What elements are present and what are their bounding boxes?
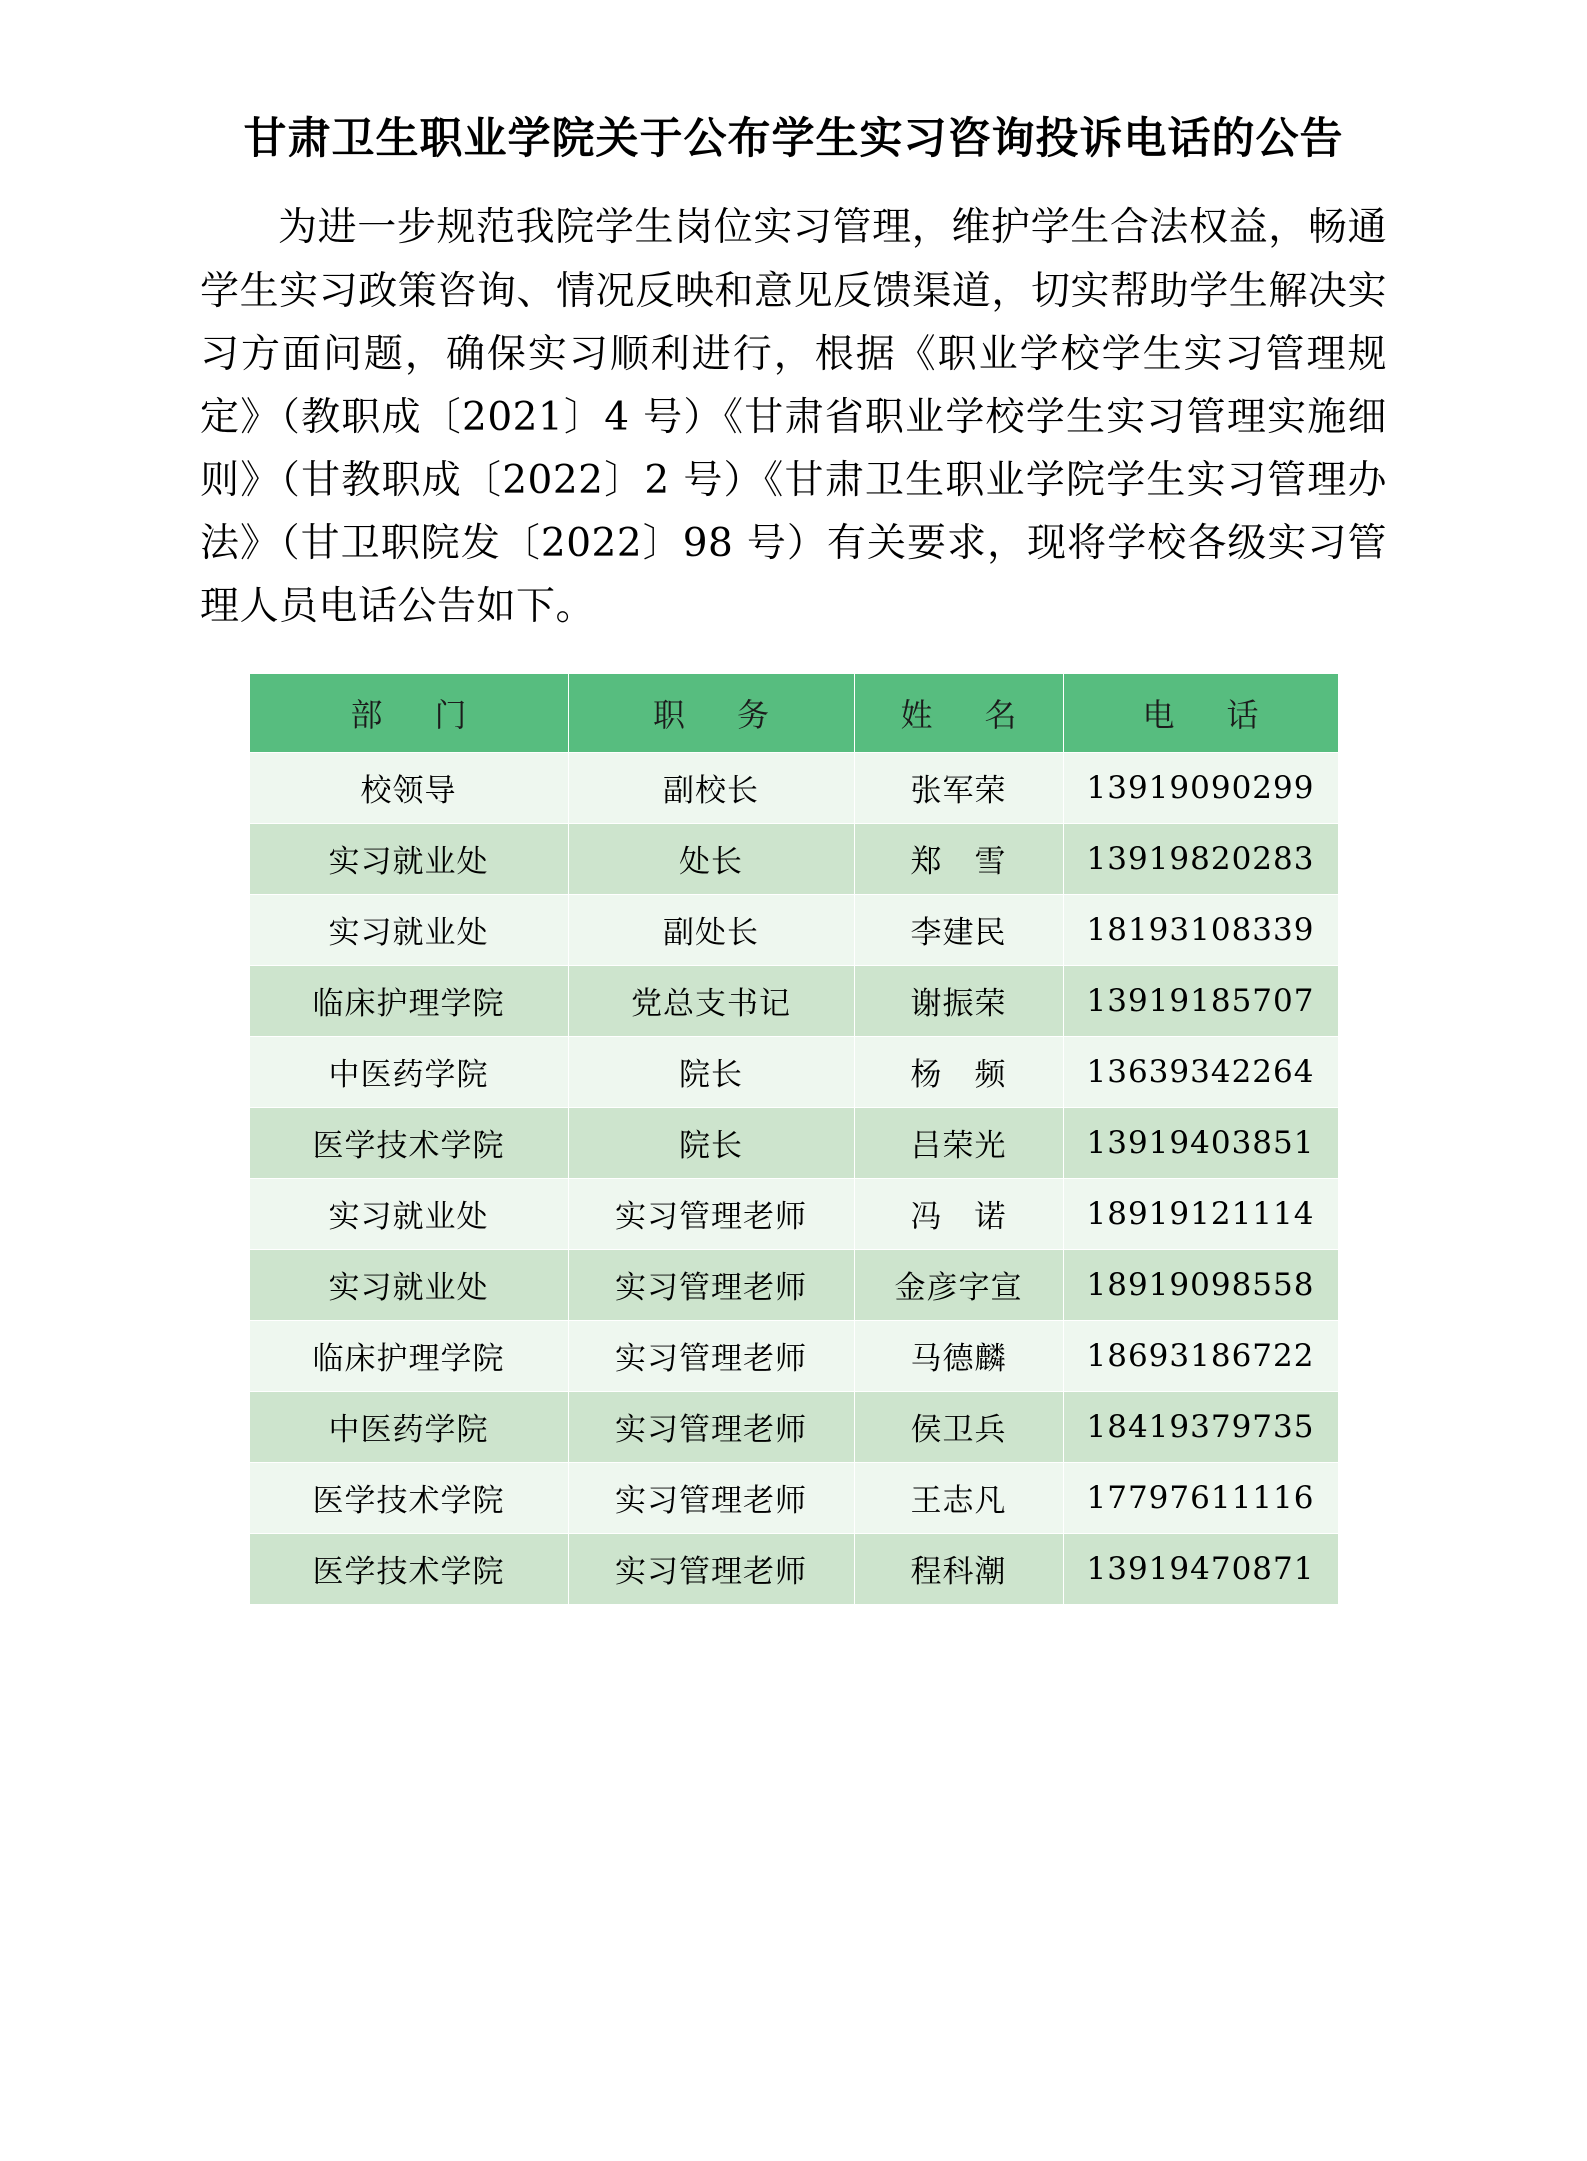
cell-phone: 13919090299 [1063, 752, 1338, 823]
column-header-department: 部 门 [249, 673, 568, 752]
cell-position: 处长 [568, 823, 854, 894]
table-row [249, 894, 1338, 965]
table-row [249, 965, 1338, 1036]
cell-name: 冯 诺 [854, 1178, 1063, 1249]
table-body [249, 752, 1338, 1604]
table-row [249, 1391, 1338, 1462]
table-row [249, 1107, 1338, 1178]
cell-position: 院长 [568, 1036, 854, 1107]
cell-phone: 18919098558 [1063, 1249, 1338, 1320]
cell-department: 实习就业处 [249, 823, 568, 894]
cell-name: 侯卫兵 [854, 1391, 1063, 1462]
table-row [249, 1462, 1338, 1533]
cell-phone: 18419379735 [1063, 1391, 1338, 1462]
cell-phone: 13919470871 [1063, 1533, 1338, 1604]
table-header-row [249, 673, 1338, 752]
column-header-position: 职 务 [568, 673, 854, 752]
table-row [249, 752, 1338, 823]
cell-department: 临床护理学院 [249, 1320, 568, 1391]
cell-name: 金彦字宣 [854, 1249, 1063, 1320]
cell-position: 实习管理老师 [568, 1178, 854, 1249]
cell-name: 马德麟 [854, 1320, 1063, 1391]
cell-name: 郑 雪 [854, 823, 1063, 894]
cell-department: 临床护理学院 [249, 965, 568, 1036]
cell-phone: 18193108339 [1063, 894, 1338, 965]
table-header [249, 673, 1338, 752]
table-row [249, 1320, 1338, 1391]
cell-department: 医学技术学院 [249, 1107, 568, 1178]
table-row [249, 1249, 1338, 1320]
column-header-phone: 电 话 [1063, 673, 1338, 752]
cell-position: 副校长 [568, 752, 854, 823]
cell-position: 实习管理老师 [568, 1320, 854, 1391]
column-header-name: 姓 名 [854, 673, 1063, 752]
cell-phone: 13919185707 [1063, 965, 1338, 1036]
cell-name: 吕荣光 [854, 1107, 1063, 1178]
cell-phone: 13919403851 [1063, 1107, 1338, 1178]
cell-department: 医学技术学院 [249, 1533, 568, 1604]
cell-phone: 13639342264 [1063, 1036, 1338, 1107]
cell-department: 中医药学院 [249, 1391, 568, 1462]
cell-department: 中医药学院 [249, 1036, 568, 1107]
table-row [249, 823, 1338, 894]
cell-name: 程科潮 [854, 1533, 1063, 1604]
cell-phone: 18693186722 [1063, 1320, 1338, 1391]
cell-name: 王志凡 [854, 1462, 1063, 1533]
cell-department: 医学技术学院 [249, 1462, 568, 1533]
cell-position: 党总支书记 [568, 965, 854, 1036]
contact-table [249, 673, 1339, 1605]
cell-position: 实习管理老师 [568, 1249, 854, 1320]
cell-phone: 18919121114 [1063, 1178, 1338, 1249]
cell-name: 杨 频 [854, 1036, 1063, 1107]
cell-department: 实习就业处 [249, 1178, 568, 1249]
cell-department: 实习就业处 [249, 894, 568, 965]
cell-position: 实习管理老师 [568, 1391, 854, 1462]
cell-name: 谢振荣 [854, 965, 1063, 1036]
cell-phone: 17797611116 [1063, 1462, 1338, 1533]
cell-phone: 13919820283 [1063, 823, 1338, 894]
cell-position: 院长 [568, 1107, 854, 1178]
cell-name: 李建民 [854, 894, 1063, 965]
table-row [249, 1178, 1338, 1249]
table-row [249, 1036, 1338, 1107]
cell-department: 实习就业处 [249, 1249, 568, 1320]
cell-position: 副处长 [568, 894, 854, 965]
page-title: 甘肃卫生职业学院关于公布学生实习咨询投诉电话的公告 [243, 114, 1344, 164]
announcement-body-paragraph: 为进一步规范我院学生岗位实习管理，维护学生合法权益，畅通学生实习政策咨询、情况反映和意见反馈渠道，切实帮助学生解决实习方面问题，确保实习顺利进行，根据《职业学校学生实习管理规定》（教职成〔2021〕4 号）《甘肃省职业学校学生实习管理实施细则》（甘教职成〔2022〕2 号）《甘肃卫生职业学院学生实习管理办法》（甘卫职院发〔2022〕98 号）有关要求，现将学校各级实习管理人员电话公告如下。 [200, 205, 1387, 630]
cell-position: 实习管理老师 [568, 1533, 854, 1604]
table-row [249, 1533, 1338, 1604]
cell-department: 校领导 [249, 752, 568, 823]
cell-name: 张军荣 [854, 752, 1063, 823]
cell-position: 实习管理老师 [568, 1462, 854, 1533]
